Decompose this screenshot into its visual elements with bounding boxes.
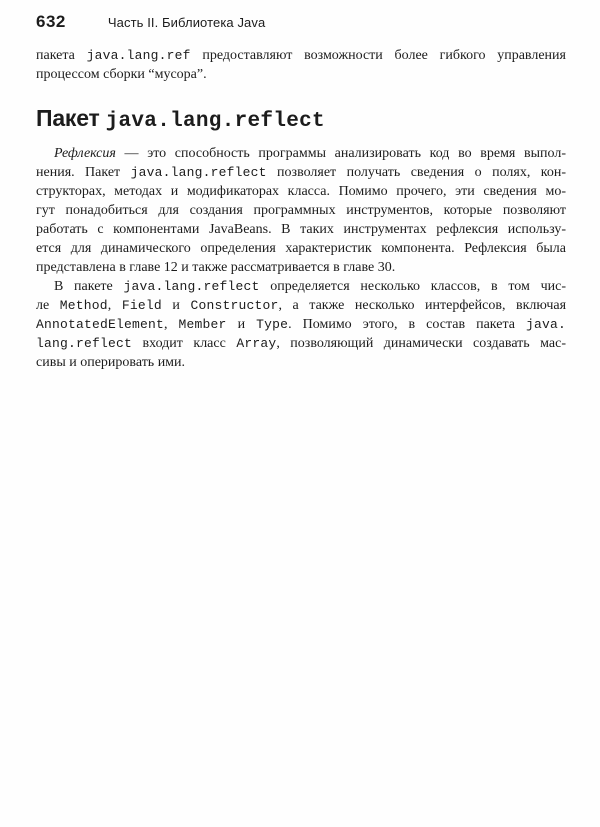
text-run: ется для динамического определения характеристик компонента. Рефлексия была (36, 241, 566, 256)
text-run: позволяет получать сведения о полях, кон- (266, 165, 566, 180)
code-run: Member (178, 317, 227, 332)
text-run: процессом сборки “мусора”. (36, 67, 207, 82)
page-number: 632 (36, 12, 66, 31)
paragraph-slot (36, 46, 566, 84)
text-line (36, 182, 566, 201)
text-line (36, 144, 566, 163)
text-run: , (107, 298, 122, 313)
running-head (36, 12, 566, 32)
code-run: java.lang.ref (86, 48, 191, 63)
code-run: Array (236, 336, 277, 351)
paragraph (36, 46, 566, 84)
text-run: , позволяющий динамически создавать мас- (276, 336, 567, 351)
text-run: нения. Пакет (36, 165, 131, 180)
paragraph (36, 277, 566, 372)
code-run: Method (59, 298, 108, 313)
text-run: работать с компонентами JavaBeans. В таких инструментах рефлексия использу- (36, 222, 566, 237)
text-line (36, 296, 566, 315)
text-line (36, 334, 566, 353)
text-run: структорах, методах и модификаторах класса. Помимо прочего, эти сведения мо- (36, 184, 566, 199)
code-run: AnnotatedElement (36, 317, 165, 332)
section-heading-code: java.lang.reflect (105, 110, 325, 133)
text-line (36, 46, 566, 65)
section-heading-prefix: Пакет (36, 105, 100, 131)
text-run: гут понадобиться для создания программных инструментов, которые позволяют (36, 203, 566, 218)
text-run: , (164, 317, 179, 332)
text-run: представлена в главе 12 и также рассматривается в главе 30. (36, 260, 396, 275)
text-run: входит класс (132, 336, 237, 351)
code-run: java.lang.reflect (130, 165, 267, 180)
code-run: Constructor (190, 298, 279, 313)
text-run: и (161, 298, 191, 313)
chapter-title: Часть II. Библиотека Java (107, 15, 266, 30)
text-line (36, 220, 566, 239)
text-run: , а также несколько интерфейсов, включая (278, 298, 567, 313)
text-run: сивы и оперировать ими. (36, 355, 186, 370)
code-run: lang.reflect (36, 336, 133, 351)
page-body (36, 46, 566, 372)
text-run: определяется несколько классов, в том чис- (259, 279, 566, 294)
code-run: java. (525, 317, 566, 332)
text-line (36, 315, 566, 334)
text-line (36, 163, 566, 182)
code-run: Field (121, 298, 162, 313)
text-line (36, 258, 566, 277)
text-run: ле (36, 298, 60, 313)
text-run: — это способность программы анализировать код во время выпол- (115, 146, 566, 161)
paragraph (36, 144, 566, 277)
text-run: и (226, 317, 257, 332)
text-run: пакета (36, 48, 87, 63)
text-line (36, 65, 566, 84)
text-run: Рефлексия (54, 146, 116, 161)
text-run: предоставляют возможности более гибкого управления (190, 48, 566, 63)
paragraph-slot (36, 144, 566, 372)
text-line (36, 353, 566, 372)
text-run: . Помимо этого, в состав пакета (288, 317, 526, 332)
code-run: Type (256, 317, 289, 332)
code-run: java.lang.reflect (123, 279, 260, 294)
section-heading (36, 105, 566, 133)
text-line (36, 277, 566, 296)
text-run: В пакете (54, 279, 124, 294)
text-line (36, 201, 566, 220)
text-line (36, 239, 566, 258)
